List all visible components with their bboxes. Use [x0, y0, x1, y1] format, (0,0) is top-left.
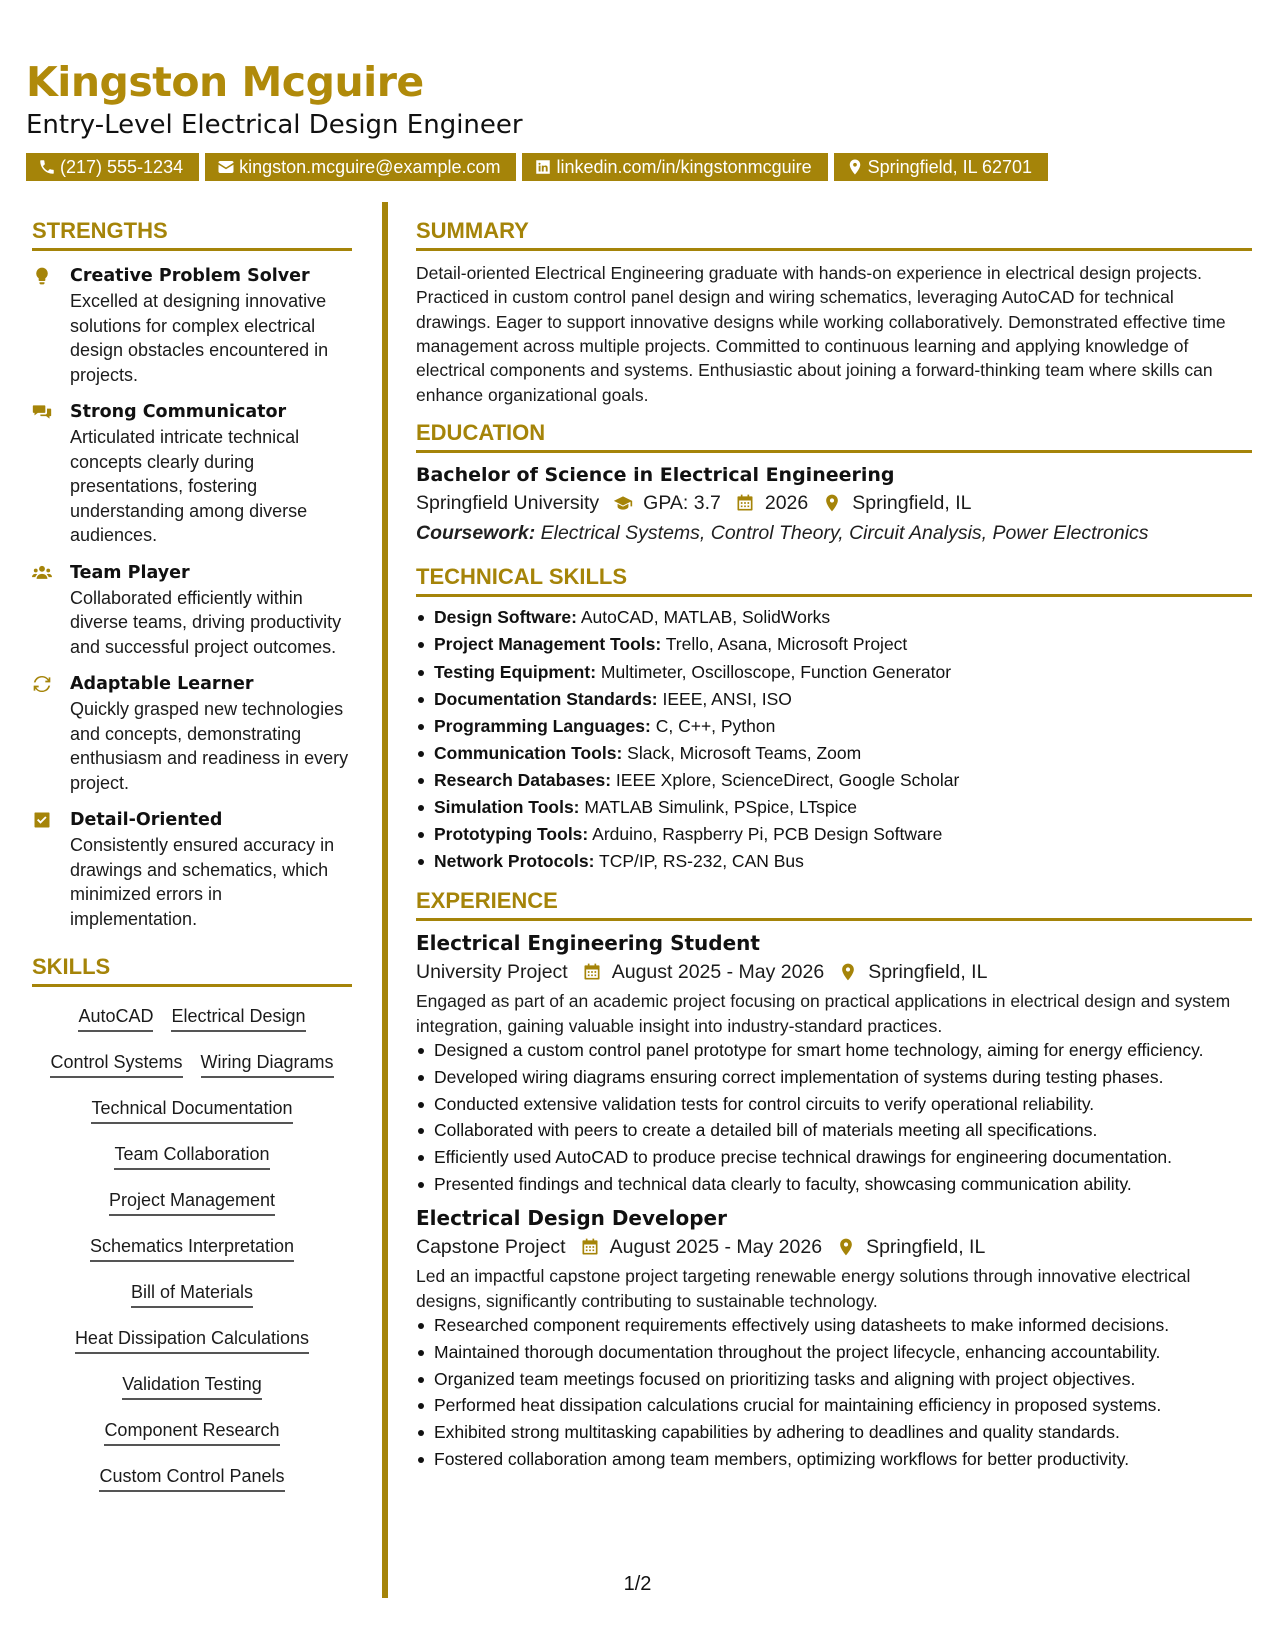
education-location: Springfield, IL: [852, 492, 972, 515]
coursework: [416, 518, 1252, 548]
list-item: Exhibited strong multitasking capabilities by adhering to deadlines and quality standards.: [416, 1420, 1252, 1444]
skill-tag: Schematics Interpretation: [90, 1235, 294, 1262]
strength-desc: Articulated intricate technical concepts clearly during presentations, fostering understanding among diverse audiences.: [70, 427, 308, 546]
job-location: Springfield, IL: [868, 961, 988, 984]
lightbulb-icon: [32, 266, 52, 286]
graduation-year: 2026: [764, 492, 809, 515]
list-item: [416, 713, 1252, 740]
check-square-icon: [32, 810, 52, 830]
list-item: Developed wiring diagrams ensuring correct implementation of systems during testing phases.: [416, 1065, 1252, 1089]
job-bullets: [416, 1313, 1252, 1471]
list-item: Organized team meetings focused on prioritizing tasks and aligning with project objectives.: [416, 1367, 1252, 1391]
summary-heading: SUMMARY: [416, 219, 1252, 251]
list-item: Presented findings and technical data clearly to faculty, showcasing communication ability.: [416, 1172, 1252, 1196]
strength-title: Strong Communicator: [70, 402, 287, 423]
degree-title: Bachelor of Science in Electrical Engineering: [416, 464, 895, 487]
list-item: Conducted extensive validation tests for control circuits to verify operational reliability.: [416, 1092, 1252, 1116]
skills-tag-list: [32, 1005, 352, 1492]
list-item: Researched component requirements effectively using datasheets to make informed decisions.: [416, 1313, 1252, 1337]
calendar-icon: [580, 1237, 600, 1257]
skill-category: Programming Languages:: [434, 715, 651, 736]
education-heading: EDUCATION: [416, 421, 1252, 453]
school-name: Springfield University: [416, 492, 600, 515]
contact-location-text: Springfield, IL 62701: [867, 157, 1033, 177]
contact-linkedin-text: linkedin.com/in/kingstonmcguire: [556, 157, 812, 177]
job-meta: [416, 1232, 1252, 1262]
job-org: University Project: [416, 961, 568, 984]
location-pin-icon: [822, 493, 842, 513]
job-title: Electrical Engineering Student: [416, 931, 760, 956]
skill-category: Communication Tools:: [434, 742, 623, 763]
skill-category: Research Databases:: [434, 769, 612, 790]
phone-icon: [38, 158, 56, 176]
skill-tag: Electrical Design: [171, 1005, 305, 1032]
list-item: Performed heat dissipation calculations crucial for maintaining efficiency in proposed systems.: [416, 1393, 1252, 1417]
skill-category: Network Protocols:: [434, 851, 595, 872]
strength-item: [32, 263, 352, 387]
summary-text: Detail-oriented Electrical Engineering graduate with hands-on experience in electrical design projects. Practiced in custom control panel design and wiring schematics, leveraging AutoCAD for technical drawings. Eager to support innovative designs while working collaboratively. Demonstrated effective time management across multiple projects. Committed to continuous learning and applying knowledge of electrical components and systems. Enthusiastic about joining a forward-thinking team where skills can enhance organizational goals.: [416, 263, 1226, 405]
list-item: [416, 848, 1252, 875]
users-icon: [32, 563, 52, 583]
job-title: Electrical Design Developer: [416, 1206, 727, 1231]
coursework-label: Coursework:: [416, 522, 536, 545]
strength-item: [32, 399, 352, 548]
page-number: [0, 1573, 1275, 1596]
list-item: [416, 631, 1252, 658]
strength-item: [32, 671, 352, 795]
skill-tag: Team Collaboration: [114, 1143, 269, 1170]
location-pin-icon: [838, 962, 858, 982]
list-item: [416, 659, 1252, 686]
contact-email-text: kingston.mcguire@example.com: [239, 157, 501, 177]
skill-tag: Bill of Materials: [131, 1281, 253, 1308]
list-item: [416, 686, 1252, 713]
technical-skills-list: [416, 604, 1252, 875]
skill-values: IEEE Xplore, ScienceDirect, Google Scholar: [615, 769, 960, 790]
strength-title: Detail-Oriented: [70, 810, 223, 831]
left-column: [32, 219, 352, 1492]
strength-desc: Collaborated efficiently within diverse teams, driving productivity and successful project outcomes.: [70, 587, 342, 657]
skill-values: TCP/IP, RS-232, CAN Bus: [599, 851, 804, 872]
skill-tag: Wiring Diagrams: [201, 1051, 334, 1078]
education-meta: [416, 488, 1252, 518]
column-divider: [382, 202, 388, 1598]
strength-title: Team Player: [70, 562, 190, 583]
skill-category: Simulation Tools:: [434, 797, 580, 817]
strength-item: [32, 560, 352, 660]
skill-category: Prototyping Tools:: [434, 824, 589, 845]
job-title: Entry-Level Electrical Design Engineer: [26, 110, 523, 140]
linkedin-icon: [534, 158, 552, 176]
list-item: [416, 767, 1252, 794]
list-item: [416, 740, 1252, 767]
skill-values: Arduino, Raspberry Pi, PCB Design Software: [592, 824, 943, 845]
skill-values: C, C++, Python: [655, 715, 776, 736]
skill-category: Project Management Tools:: [434, 634, 662, 655]
skills-heading: SKILLS: [32, 955, 352, 987]
skill-category: Documentation Standards:: [434, 688, 658, 709]
contact-phone-text: (217) 555-1234: [60, 157, 184, 177]
contact-email[interactable]: [205, 153, 516, 181]
strength-title: Creative Problem Solver: [70, 266, 310, 287]
strength-desc: Consistently ensured accuracy in drawings and schematics, which minimized errors in implementation.: [70, 835, 335, 929]
job-meta: [416, 957, 1252, 987]
list-item: [416, 821, 1252, 848]
list-item: [416, 794, 1252, 821]
list-item: [416, 604, 1252, 631]
skill-values: IEEE, ANSI, ISO: [662, 688, 792, 709]
comments-icon: [32, 402, 52, 422]
job-summary: Engaged as part of an academic project focusing on practical applications in electrical design and system integration, gaining valuable insight into industry-standard practices.: [416, 991, 1231, 1036]
right-column: [416, 219, 1252, 1474]
strength-desc: Quickly grasped new technologies and concepts, demonstrating enthusiasm and readiness in every project.: [70, 699, 349, 793]
list-item: Efficiently used AutoCAD to produce precise technical drawings for engineering documentation.: [416, 1145, 1252, 1169]
contact-location: [834, 153, 1048, 181]
skill-tag: Technical Documentation: [91, 1097, 292, 1124]
job-dates: August 2025 - May 2026: [609, 1236, 823, 1259]
skill-tag: Validation Testing: [122, 1373, 261, 1400]
skill-category: Testing Equipment:: [434, 661, 597, 682]
list-item: Fostered collaboration among team members, optimizing workflows for better productivity.: [416, 1447, 1252, 1471]
list-item: Maintained thorough documentation throughout the project lifecycle, enhancing accountability.: [416, 1340, 1252, 1364]
strengths-heading: STRENGTHS: [32, 219, 352, 251]
skill-tag: Control Systems: [50, 1051, 182, 1078]
calendar-icon: [582, 962, 602, 982]
contact-bar: [26, 153, 1048, 181]
strength-title: Adaptable Learner: [70, 674, 254, 695]
gpa: GPA: 3.7: [643, 492, 721, 515]
list-item: Designed a custom control panel prototype for smart home technology, aiming for energy efficiency.: [416, 1038, 1252, 1062]
job-bullets: [416, 1038, 1252, 1196]
skill-tag: AutoCAD: [78, 1005, 153, 1032]
skill-values: Multimeter, Oscilloscope, Function Generator: [600, 661, 952, 682]
skill-values: AutoCAD, MATLAB, SolidWorks: [580, 607, 831, 628]
contact-linkedin[interactable]: [522, 153, 827, 181]
coursework-list: Electrical Systems, Control Theory, Circuit Analysis, Power Electronics: [540, 522, 1149, 545]
strength-item: [32, 807, 352, 931]
experience-heading: EXPERIENCE: [416, 889, 1252, 921]
location-pin-icon: [846, 158, 864, 176]
technical-skills-heading: TECHNICAL SKILLS: [416, 565, 1252, 597]
job-summary: Led an impactful capstone project targeting renewable energy solutions through innovative electrical designs, significantly contributing to sustainable technology.: [416, 1266, 1191, 1311]
skill-values: MATLAB Simulink, PSpice, LTspice: [584, 797, 858, 817]
skill-tag: Component Research: [104, 1419, 279, 1446]
graduation-cap-icon: [613, 493, 633, 513]
skill-tag: Custom Control Panels: [99, 1465, 284, 1492]
sync-icon: [32, 674, 52, 694]
skill-values: Slack, Microsoft Teams, Zoom: [627, 742, 862, 763]
page-number-text: 1/2: [623, 1573, 652, 1595]
skill-tag: Heat Dissipation Calculations: [75, 1327, 309, 1354]
location-pin-icon: [836, 1237, 856, 1257]
contact-phone[interactable]: [26, 153, 199, 181]
skill-category: Design Software:: [434, 607, 577, 628]
calendar-icon: [735, 493, 755, 513]
skill-tag: Project Management: [109, 1189, 275, 1216]
list-item: Collaborated with peers to create a detailed bill of materials meeting all specifications.: [416, 1118, 1252, 1142]
strength-desc: Excelled at designing innovative solutions for complex electrical design obstacles encountered in projects.: [70, 291, 329, 385]
job-dates: August 2025 - May 2026: [611, 961, 825, 984]
candidate-name: Kingston Mcguire: [26, 58, 424, 106]
envelope-icon: [217, 158, 235, 176]
job-location: Springfield, IL: [866, 1236, 986, 1259]
skill-values: Trello, Asana, Microsoft Project: [665, 634, 908, 655]
job-org: Capstone Project: [416, 1236, 566, 1259]
